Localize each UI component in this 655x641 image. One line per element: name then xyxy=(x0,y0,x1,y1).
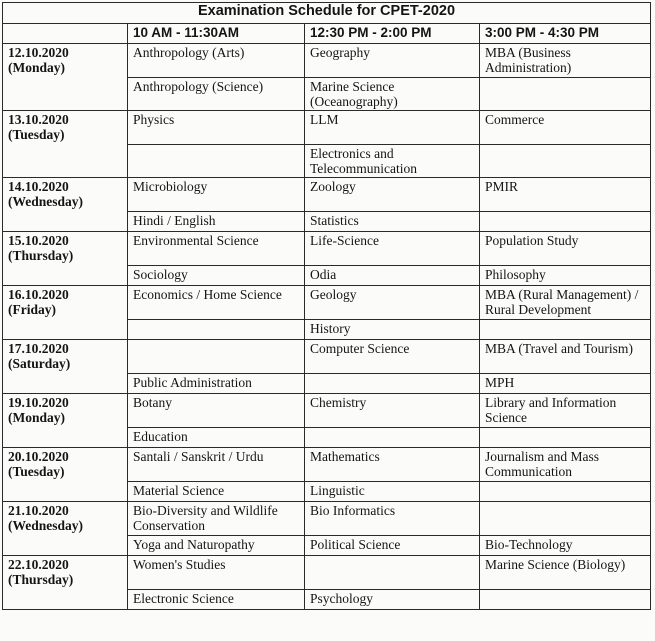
subject-cell xyxy=(480,78,651,111)
table-row xyxy=(3,44,651,78)
date-cell xyxy=(3,556,128,610)
subject-cell: Women's Studies xyxy=(128,556,305,590)
subject-cell xyxy=(305,428,480,448)
exam-weekday: (Thursday) xyxy=(8,572,74,587)
table-row xyxy=(3,286,651,320)
subject-cell xyxy=(480,502,651,536)
subject-cell: Computer Science xyxy=(305,340,480,374)
exam-date: 20.10.2020 xyxy=(8,449,69,464)
subject-cell: Odia xyxy=(305,266,480,286)
header-slot-1: 10 AM - 11:30AM xyxy=(128,24,305,44)
exam-weekday: (Friday) xyxy=(8,302,56,317)
subject-cell: MBA (Business Administration) xyxy=(480,44,651,78)
exam-date: 14.10.2020 xyxy=(8,179,69,194)
exam-weekday: (Thursday) xyxy=(8,248,74,263)
subject-cell: Political Science xyxy=(305,536,480,556)
subject-cell: Anthropology (Arts) xyxy=(128,44,305,78)
subject-cell: Bio Informatics xyxy=(305,502,480,536)
exam-weekday: (Tuesday) xyxy=(8,127,65,142)
subject-cell: Microbiology xyxy=(128,178,305,212)
table-title: Examination Schedule for CPET-2020 xyxy=(3,3,651,24)
table-row xyxy=(3,502,651,536)
subject-cell xyxy=(480,212,651,232)
exam-date: 17.10.2020 xyxy=(8,341,69,356)
subject-cell: Electronic Science xyxy=(128,590,305,610)
subject-cell xyxy=(128,145,305,178)
subject-cell xyxy=(480,145,651,178)
exam-weekday: (Saturday) xyxy=(8,356,71,371)
subject-cell: Public Administration xyxy=(128,374,305,394)
subject-cell: Bio-Diversity and Wildlife Conservation xyxy=(128,502,305,536)
subject-cell xyxy=(480,320,651,340)
table-row xyxy=(3,340,651,374)
exam-weekday: (Wednesday) xyxy=(8,194,84,209)
page-footer-fragment xyxy=(0,630,655,641)
exam-date: 19.10.2020 xyxy=(8,395,69,410)
date-cell xyxy=(3,448,128,502)
date-cell xyxy=(3,286,128,340)
subject-cell: LLM xyxy=(305,111,480,145)
subject-cell xyxy=(305,556,480,590)
table-row xyxy=(3,178,651,212)
date-cell xyxy=(3,502,128,556)
schedule-table xyxy=(2,2,651,610)
table-row xyxy=(3,232,651,266)
subject-cell: Chemistry xyxy=(305,394,480,428)
subject-cell: MBA (Rural Management) / Rural Development xyxy=(480,286,651,320)
subject-cell: Environmental Science xyxy=(128,232,305,266)
exam-date: 13.10.2020 xyxy=(8,112,69,127)
exam-date: 16.10.2020 xyxy=(8,287,69,302)
subject-cell: Santali / Sanskrit / Urdu xyxy=(128,448,305,482)
subject-cell xyxy=(305,374,480,394)
subject-cell: MBA (Travel and Tourism) xyxy=(480,340,651,374)
subject-cell: Linguistic xyxy=(305,482,480,502)
subject-cell xyxy=(480,590,651,610)
table-row xyxy=(3,111,651,145)
subject-cell xyxy=(128,340,305,374)
table-row xyxy=(3,448,651,482)
subject-cell: Journalism and Mass Communication xyxy=(480,448,651,482)
date-cell xyxy=(3,44,128,111)
subject-cell: PMIR xyxy=(480,178,651,212)
subject-cell: Commerce xyxy=(480,111,651,145)
subject-cell: Sociology xyxy=(128,266,305,286)
date-cell xyxy=(3,178,128,232)
subject-cell: History xyxy=(305,320,480,340)
subject-cell xyxy=(480,482,651,502)
subject-cell: MPH xyxy=(480,374,651,394)
date-cell xyxy=(3,394,128,448)
subject-cell: Mathematics xyxy=(305,448,480,482)
subject-cell: Botany xyxy=(128,394,305,428)
subject-cell: Zoology xyxy=(305,178,480,212)
subject-cell: Education xyxy=(128,428,305,448)
subject-cell: Geography xyxy=(305,44,480,78)
subject-cell: Psychology xyxy=(305,590,480,610)
subject-cell: Philosophy xyxy=(480,266,651,286)
subject-cell: Material Science xyxy=(128,482,305,502)
date-cell xyxy=(3,340,128,394)
exam-weekday: (Wednesday) xyxy=(8,518,84,533)
table-row xyxy=(3,394,651,428)
date-cell xyxy=(3,111,128,178)
subject-cell: Marine Science (Biology) xyxy=(480,556,651,590)
subject-cell: Geology xyxy=(305,286,480,320)
subject-cell: Hindi / English xyxy=(128,212,305,232)
subject-cell xyxy=(128,320,305,340)
header-date xyxy=(3,24,128,44)
exam-date: 15.10.2020 xyxy=(8,233,69,248)
exam-date: 22.10.2020 xyxy=(8,557,69,572)
subject-cell: Yoga and Naturopathy xyxy=(128,536,305,556)
exam-date: 21.10.2020 xyxy=(8,503,69,518)
subject-cell: Physics xyxy=(128,111,305,145)
subject-cell: Population Study xyxy=(480,232,651,266)
exam-weekday: (Tuesday) xyxy=(8,464,65,479)
header-slot-2: 12:30 PM - 2:00 PM xyxy=(305,24,480,44)
subject-cell: Bio-Technology xyxy=(480,536,651,556)
subject-cell: Anthropology (Science) xyxy=(128,78,305,111)
subject-cell: Economics / Home Science xyxy=(128,286,305,320)
exam-date: 12.10.2020 xyxy=(8,45,69,60)
schedule-body xyxy=(3,44,651,610)
subject-cell: Electronics and Telecommunication xyxy=(305,145,480,178)
subject-cell: Marine Science (Oceanography) xyxy=(305,78,480,111)
subject-cell: Statistics xyxy=(305,212,480,232)
subject-cell xyxy=(480,428,651,448)
date-cell xyxy=(3,232,128,286)
exam-weekday: (Monday) xyxy=(8,60,65,75)
subject-cell: Life-Science xyxy=(305,232,480,266)
header-slot-3: 3:00 PM - 4:30 PM xyxy=(480,24,651,44)
table-row xyxy=(3,556,651,590)
exam-weekday: (Monday) xyxy=(8,410,65,425)
subject-cell: Library and Information Science xyxy=(480,394,651,428)
